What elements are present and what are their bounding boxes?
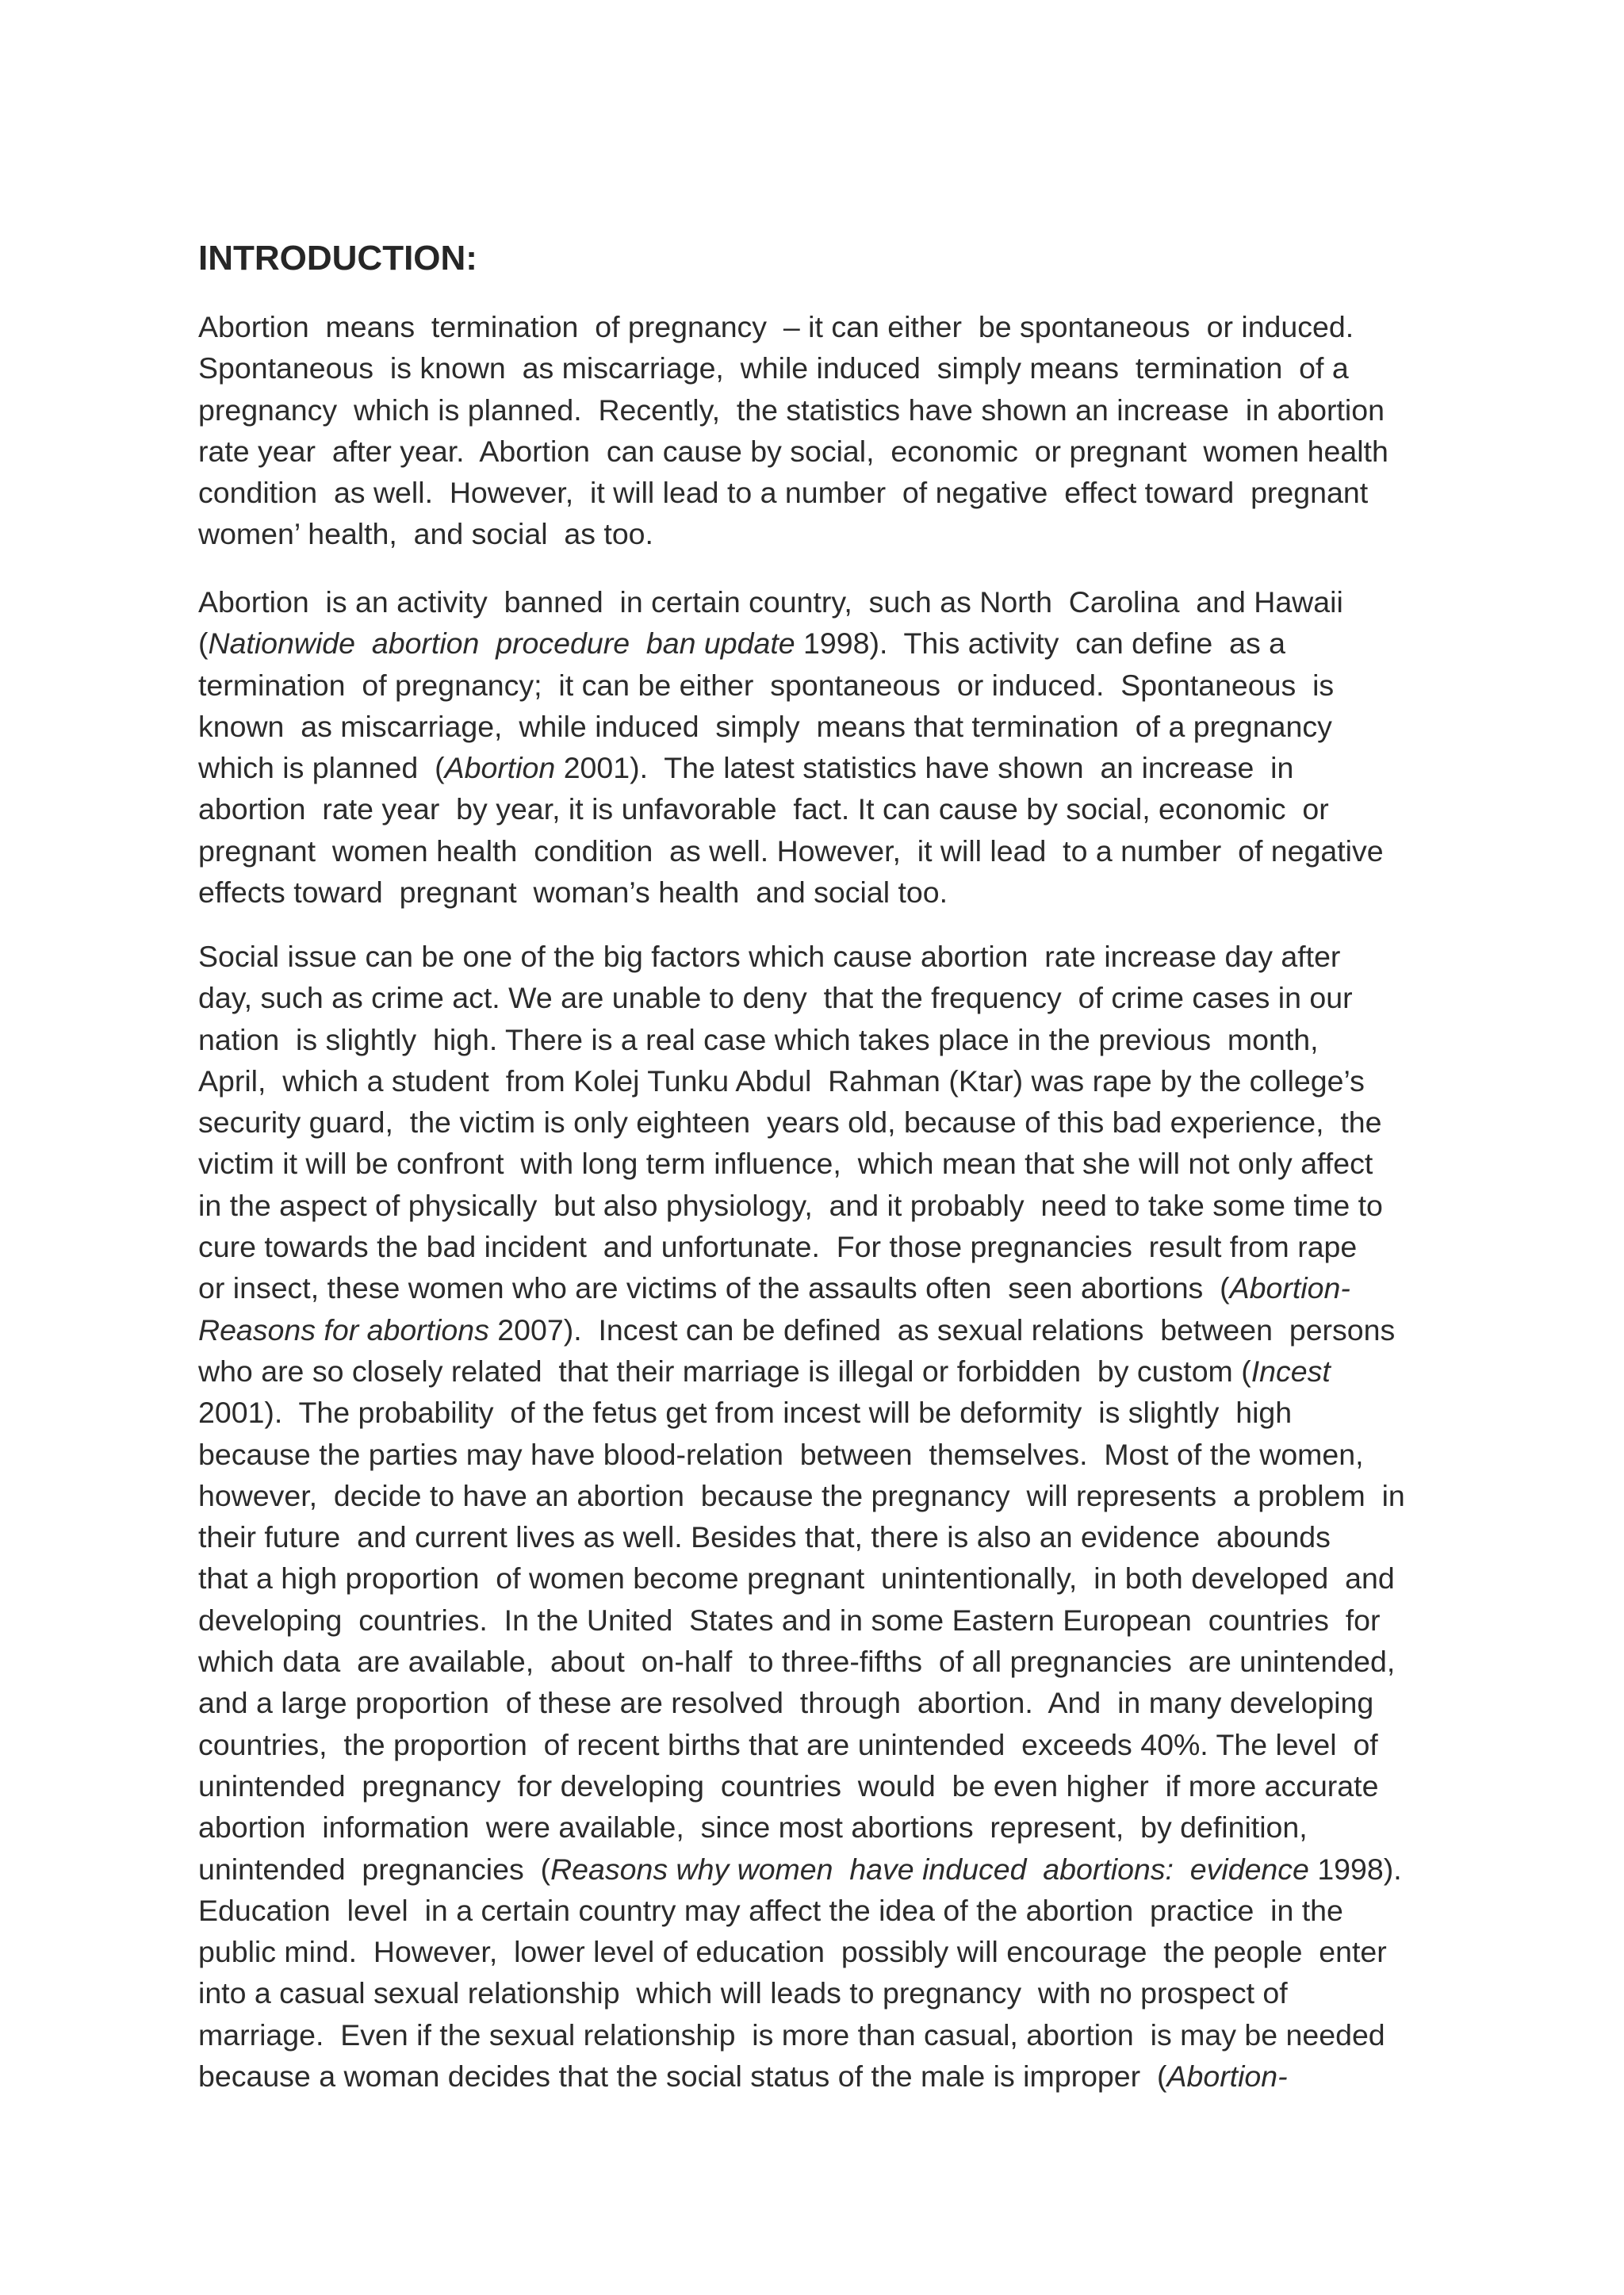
text-run: because the parties may have blood-relation between themselves. Most of the women, [198,1437,1364,1471]
text-run: Social issue can be one of the big factors which cause abortion rate increase day after [198,940,1341,973]
text-line [198,1890,1405,1931]
text-line [198,1516,1405,1557]
text-line [198,788,1384,829]
text-line [198,623,1384,664]
text-run: pregnancy which is planned. Recently, the statistics have shown an increase in abortion [198,393,1385,427]
text-run: 2001). The probability of the fetus get from incest will be deformity is slightly high [198,1396,1293,1430]
text-line [198,936,1405,977]
text-run: however, decide to have an abortion because the pregnancy will represents a problem in [198,1478,1405,1512]
text-run: effects toward pregnant woman’s health and social too. [198,875,948,910]
text-run: Spontaneous is known as miscarriage, while induced simply means termination of a [198,351,1349,385]
text-run: unintended pregnancy for developing countries would be even higher if more accurate [198,1768,1379,1803]
text-line [198,472,1388,513]
text-line [198,1267,1405,1308]
text-line [198,1102,1405,1143]
citation-title: Abortion- [1229,1271,1350,1305]
text-line [198,977,1405,1018]
text-line [198,581,1384,623]
text-line [198,665,1384,706]
section-heading: INTRODUCTION: [198,239,477,278]
text-run: who are so closely related that their marriage is illegal or forbidden by custom ( [198,1354,1251,1388]
text-run: unintended pregnancies ( [198,1852,551,1886]
text-run: countries, the proportion of recent births that are unintended exceeds 40%. The level of [198,1727,1378,1761]
text-run: pregnant women health condition as well. However, it will lead to a number of negative [198,833,1384,868]
text-line [198,1226,1405,1267]
text-run: rate year after year. Abortion can cause by social, economic or pregnant women health [198,434,1388,468]
text-line [198,1641,1405,1682]
text-line [198,2014,1405,2056]
paragraph-2 [198,581,1384,913]
text-line [198,830,1384,872]
text-run: in the aspect of physically but also physiology, and it probably need to take some time to [198,1188,1383,1222]
citation-title: Reasons for abortions [198,1312,489,1347]
text-run: victim it will be confront with long term influence, which mean that she will not only affect [198,1147,1373,1181]
text-line [198,1309,1405,1351]
text-run: which data are available, about on-half to three-fifths of all pregnancies are unintended, [198,1645,1396,1679]
text-line [198,747,1384,788]
text-line [198,1972,1405,2013]
text-line [198,706,1384,747]
text-run: Abortion is an activity banned in certain country, such as North Carolina and Hawaii [198,585,1343,619]
paragraph-3 [198,936,1405,2097]
text-line [198,1143,1405,1184]
text-run: marriage. Even if the sexual relationship is more than casual, abortion is may be needed [198,2017,1385,2052]
text-line [198,389,1388,431]
text-run: their future and current lives as well. Besides that, there is also an evidence abounds [198,1520,1331,1554]
text-line [198,1557,1405,1599]
text-line [198,1765,1405,1806]
text-line [198,872,1384,913]
text-line [198,347,1388,389]
text-run: 2001). The latest statistics have shown an increase in [555,751,1294,785]
text-line [198,1849,1405,1890]
text-run: condition as well. However, it will lead to a number of negative effect toward pregnant [198,476,1369,510]
text-run: abortion rate year by year, it is unfavorable fact. It can cause by social, economic or [198,792,1329,826]
text-line [198,1724,1405,1765]
text-line [198,2056,1405,2097]
text-line [198,1185,1405,1226]
text-run: and a large proportion of these are resolved through abortion. And in many developing [198,1686,1374,1720]
text-run: security guard, the victim is only eighteen years old, because of this bad experience, the [198,1105,1382,1140]
text-run: which is planned ( [198,751,445,785]
text-line [198,1060,1405,1102]
text-run: nation is slightly high. There is a real case which takes place in the previous month, [198,1022,1319,1056]
text-run: into a casual sexual relationship which will leads to pregnancy with no prospect of [198,1976,1288,2010]
text-run: day, such as crime act. We are unable to deny that the frequency of crime cases in our [198,981,1353,1015]
text-run: 2007). Incest can be defined as sexual relations between persons [488,1312,1396,1347]
text-line [198,1931,1405,1972]
text-run: cure towards the bad incident and unfortunate. For those pregnancies result from rape [198,1230,1358,1264]
paragraph-1 [198,306,1388,555]
text-line [198,431,1388,472]
text-line [198,1475,1405,1516]
text-run: termination of pregnancy; it can be either spontaneous or induced. Spontaneous is [198,668,1335,702]
citation-title: Reasons why women have induced abortions: evidence [550,1852,1309,1886]
text-run: Education level in a certain country may affect the idea of the abortion practice in the [198,1893,1343,1927]
text-run: because a woman decides that the social status of the male is improper ( [198,2059,1167,2094]
text-run: 1998). [1308,1852,1402,1886]
text-run: abortion information were available, since most abortions represent, by definition, [198,1810,1308,1845]
text-run: public mind. However, lower level of education possibly will encourage the people enter [198,1935,1387,1969]
text-line [198,513,1388,554]
text-line [198,1392,1405,1433]
text-line [198,1351,1405,1392]
text-run: 1998). This activity can define as a [795,626,1285,661]
text-line [198,1434,1405,1475]
text-line [198,306,1388,347]
text-run: April, which a student from Kolej Tunku Abdul Rahman (Ktar) was rape by the college’s [198,1063,1365,1098]
text-line [198,1806,1405,1848]
text-run: women’ health, and social as too. [198,517,653,551]
citation-title: Incest [1251,1354,1331,1388]
text-run: known as miscarriage, while induced simply means that termination of a pregnancy [198,709,1332,743]
citation-title: Abortion- [1166,2059,1288,2094]
text-line [198,1600,1405,1641]
text-run: that a high proportion of women become pregnant unintentionally, in both developed and [198,1561,1395,1596]
text-run: ( [198,626,209,661]
text-run: developing countries. In the United States and in some Eastern European countries for [198,1603,1381,1637]
text-line [198,1019,1405,1060]
text-line [198,1682,1405,1723]
citation-title: Abortion [444,751,556,785]
text-run: Abortion means termination of pregnancy – it can either be spontaneous or induced. [198,310,1354,343]
text-run: or insect, these women who are victims of the assaults often seen abortions ( [198,1271,1230,1305]
citation-title: Nationwide abortion procedure ban update [208,626,795,661]
